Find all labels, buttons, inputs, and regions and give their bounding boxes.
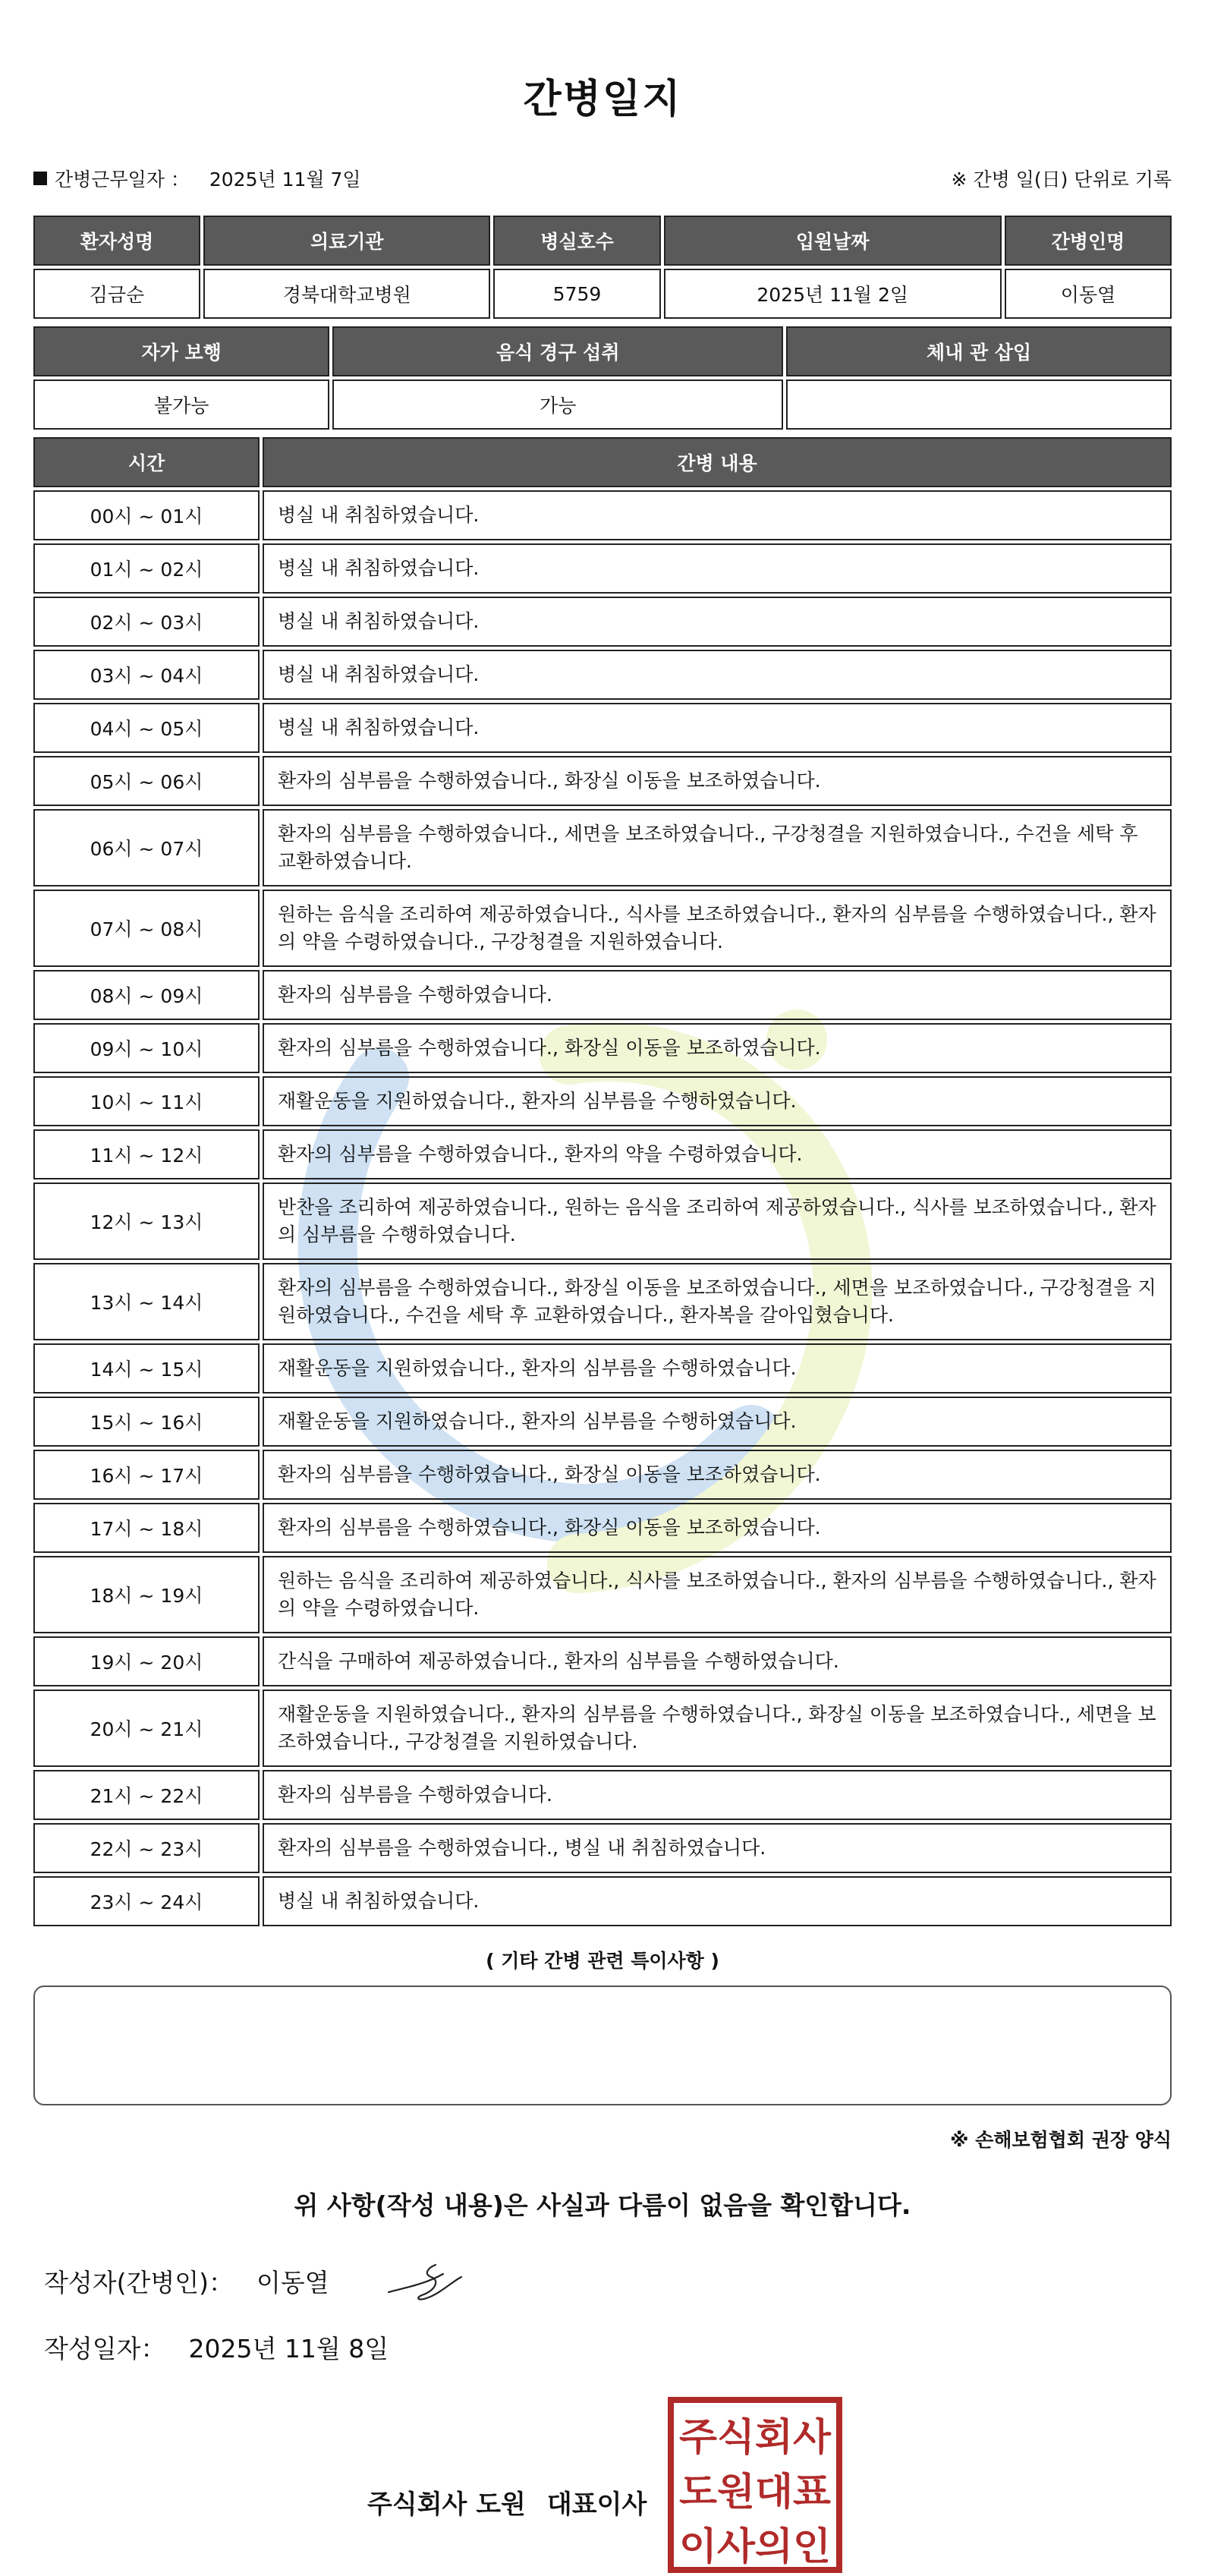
patient-status-table [30,323,1175,433]
log-time: 02시 ~ 03시 [33,597,260,647]
table-row [33,809,1172,886]
header-self-walking: 자가 보행 [33,326,329,376]
table-row [33,1770,1172,1820]
written-date-label: 작성일자： [44,2333,166,2363]
log-content: 병실 내 취침하였습니다. [263,650,1172,700]
table-row [33,1503,1172,1553]
log-time: 23시 ~ 24시 [33,1876,260,1926]
log-time: 04시 ~ 05시 [33,703,260,753]
table-row [33,1636,1172,1686]
table-row [33,650,1172,700]
table-row [33,1076,1172,1126]
hospital: 경북대학교병원 [203,269,490,319]
log-time: 09시 ~ 10시 [33,1023,260,1073]
log-time: 18시 ~ 19시 [33,1556,260,1633]
header-tube-insertion: 체내 관 삽입 [786,326,1172,376]
writer-label: 작성자(간병인)： [44,2267,234,2297]
meta-row [33,159,1172,197]
patient-info-table [30,213,1175,322]
svg-text:도원대표: 도원대표 [679,2470,832,2514]
header-oral-intake: 음식 경구 섭취 [332,326,783,376]
table-row [33,490,1172,540]
log-content: 재활운동을 지원하였습니다., 환자의 심부름을 수행하였습니다. [263,1343,1172,1393]
table-row [33,756,1172,806]
table-row [33,1876,1172,1926]
header-caregiver-name: 간병인명 [1005,216,1172,266]
log-content: 병실 내 취침하였습니다. [263,543,1172,594]
log-time: 14시 ~ 15시 [33,1343,260,1393]
log-time: 19시 ~ 20시 [33,1636,260,1686]
page-title: 간병일지 [523,77,682,122]
work-date-label: 간병근무일자 ： [55,168,190,191]
log-content: 원하는 음식을 조리하여 제공하였습니다., 식사를 보조하였습니다., 환자의 심부름을 수행하였습니다., 환자의 약을 수령하였습니다. [263,1556,1172,1633]
signature [382,2254,466,2307]
log-content: 환자의 심부름을 수행하였습니다., 화장실 이동을 보조하였습니다. [263,1503,1172,1553]
log-content: 환자의 심부름을 수행하였습니다., 화장실 이동을 보조하였습니다. [263,756,1172,806]
log-time: 17시 ~ 18시 [33,1503,260,1553]
log-time: 08시 ~ 09시 [33,970,260,1020]
log-time: 10시 ~ 11시 [33,1076,260,1126]
self-walking-value: 불가능 [33,379,329,430]
log-content: 재활운동을 지원하였습니다., 환자의 심부름을 수행하였습니다. [263,1397,1172,1447]
log-content: 원하는 음식을 조리하여 제공하였습니다., 식사를 보조하였습니다., 환자의 심부름을 수행하였습니다., 환자의 약을 수령하였습니다., 구강청결을 지원하였습니다. [263,890,1172,967]
log-content: 병실 내 취침하였습니다. [263,703,1172,753]
log-time: 06시 ~ 07시 [33,809,260,886]
log-time: 05시 ~ 06시 [33,756,260,806]
table-row [33,1690,1172,1767]
table-row [33,890,1172,967]
log-time: 00시 ~ 01시 [33,490,260,540]
table-row [33,1023,1172,1073]
table-row [33,970,1172,1020]
company-seal [668,2397,842,2573]
header-patient-name: 환자성명 [33,216,200,266]
company-name: 주식회사 도원 [367,2489,526,2520]
oral-intake-value: 가능 [332,379,783,430]
table-row [33,543,1172,594]
log-time: 21시 ~ 22시 [33,1770,260,1820]
notes-title: ( 기타 간병 관련 특이사항 ) [486,1950,719,1972]
log-time: 07시 ~ 08시 [33,890,260,967]
written-date: 2025년 11월 8일 [188,2333,389,2363]
log-content: 병실 내 취침하였습니다. [263,490,1172,540]
table-row [33,597,1172,647]
bullet-square-icon [33,172,47,185]
log-content: 병실 내 취침하였습니다. [263,1876,1172,1926]
log-content: 반찬을 조리하여 제공하였습니다., 원하는 음식을 조리하여 제공하였습니다., 식사를 보조하였습니다., 환자의 심부름을 수행하였습니다. [263,1183,1172,1260]
table-row [33,1263,1172,1340]
log-content: 환자의 심부름을 수행하였습니다., 세면을 보조하였습니다., 구강청결을 지원하였습니다., 수건을 세탁 후 교환하였습니다. [263,809,1172,886]
log-content: 환자의 심부름을 수행하였습니다., 화장실 이동을 보조하였습니다. [263,1450,1172,1500]
unit-note: ※ 간병 일(日) 단위로 기록 [951,168,1172,191]
company-signature [367,2483,647,2521]
log-time: 12시 ~ 13시 [33,1183,260,1260]
log-content: 재활운동을 지원하였습니다., 환자의 심부름을 수행하였습니다. [263,1076,1172,1126]
written-date-row [33,2324,1172,2370]
log-content: 환자의 심부름을 수행하였습니다., 병실 내 취침하였습니다. [263,1823,1172,1873]
table-row [33,703,1172,753]
svg-text:주식회사: 주식회사 [679,2415,832,2459]
log-content: 환자의 심부름을 수행하였습니다., 화장실 이동을 보조하였습니다., 세면을 보조하였습니다., 구강청결을 지원하였습니다., 수건을 세탁 후 교환하였습니다., 환자복을 갈아입혔습니다. [263,1263,1172,1340]
header-care-content: 간병 내용 [263,437,1172,487]
log-time: 11시 ~ 12시 [33,1129,260,1179]
log-content: 환자의 심부름을 수행하였습니다., 화장실 이동을 보조하였습니다. [263,1023,1172,1073]
header-admission-date: 입원날짜 [664,216,1002,266]
admission-date: 2025년 11월 2일 [664,269,1002,319]
room-number: 5759 [493,269,660,319]
table-row [33,1343,1172,1393]
company-row [33,2392,1172,2576]
table-row [33,1450,1172,1500]
tube-insertion-value [786,379,1172,430]
company-title: 대표이사 [546,2489,647,2520]
caregiver-name: 이동열 [1005,269,1172,319]
log-time: 22시 ~ 23시 [33,1823,260,1873]
table-row [33,1397,1172,1447]
care-log-table [30,434,1175,1929]
log-content: 간식을 구매하여 제공하였습니다., 환자의 심부름을 수행하였습니다. [263,1636,1172,1686]
header-time: 시간 [33,437,260,487]
work-date: 2025년 11월 7일 [209,168,361,191]
log-time: 16시 ~ 17시 [33,1450,260,1500]
log-time: 01시 ~ 02시 [33,543,260,594]
log-time: 13시 ~ 14시 [33,1263,260,1340]
log-content: 병실 내 취침하였습니다. [263,597,1172,647]
confirm-statement: 위 사항(작성 내용)은 사실과 다름이 없음을 확인합니다. [294,2190,911,2220]
table-row [33,1129,1172,1179]
notes-box [33,1986,1172,2105]
log-content: 환자의 심부름을 수행하였습니다. [263,970,1172,1020]
log-time: 20시 ~ 21시 [33,1690,260,1767]
header-room: 병실호수 [493,216,660,266]
log-time: 15시 ~ 16시 [33,1397,260,1447]
table-row [33,1183,1172,1260]
recommend-note: ※ 손해보험협회 권장 양식 [950,2129,1172,2151]
writer-name: 이동열 [256,2267,329,2297]
svg-text:이사의인: 이사의인 [679,2524,831,2568]
log-content: 환자의 심부름을 수행하였습니다. [263,1770,1172,1820]
log-time: 03시 ~ 04시 [33,650,260,700]
table-row [33,1823,1172,1873]
writer-row [33,2254,1172,2307]
header-hospital: 의료기관 [203,216,490,266]
patient-name: 김금순 [33,269,200,319]
log-content: 재활운동을 지원하였습니다., 환자의 심부름을 수행하였습니다., 화장실 이동을 보조하였습니다., 세면을 보조하였습니다., 구강청결을 지원하였습니다. [263,1690,1172,1767]
log-content: 환자의 심부름을 수행하였습니다., 환자의 약을 수령하였습니다. [263,1129,1172,1179]
table-row [33,1556,1172,1633]
